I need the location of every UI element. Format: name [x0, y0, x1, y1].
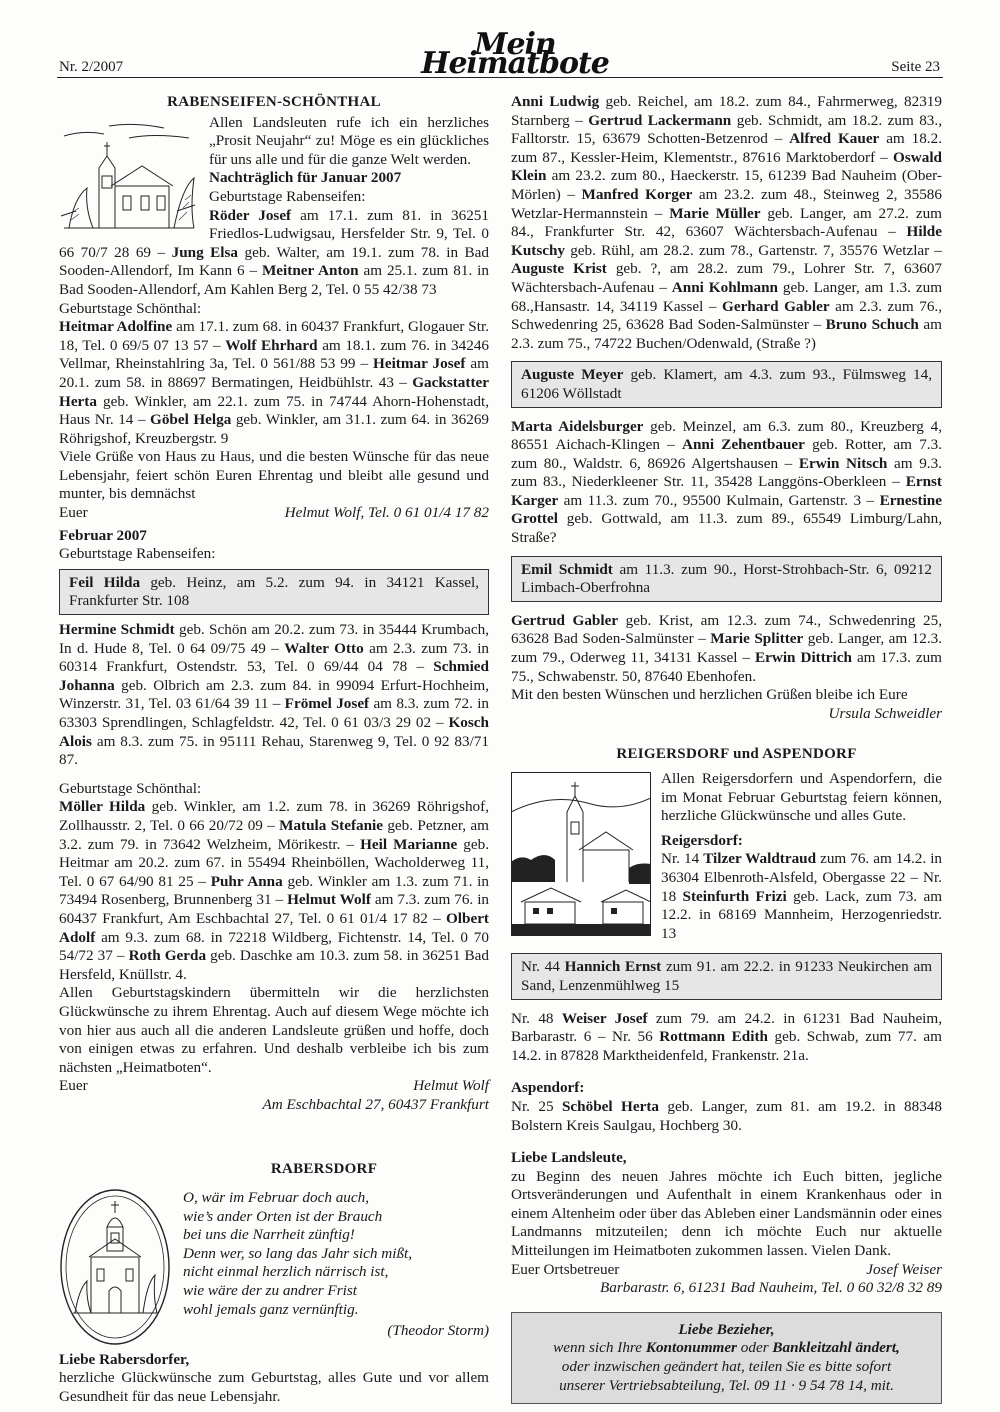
rabersdorf-greeting-heading: Liebe Rabersdorfer, — [59, 1350, 190, 1368]
notice-text-bold: Bankleitzahl ändert, — [772, 1339, 900, 1357]
birthday-name: Matula Stefanie — [279, 816, 383, 834]
birthday-name: Anni Zehentbauer — [682, 436, 805, 454]
birthday-name: Alfred Kauer — [789, 130, 880, 148]
rabenseifen-intro-block — [59, 114, 489, 523]
notice-heading: Liebe Bezieher, — [678, 1320, 775, 1338]
birthday-details: geb. Heinz, am 5.2. zum 94. in 34121 Kassel, Frankfurter Str. 108 — [69, 573, 479, 610]
birthday-name: Manfred Korger — [581, 185, 693, 203]
rabenseifen-intro: Allen Landsleuten rufe ich ein herzliches „Prosit Neujahr“ zu! Möge es ein glückliches für uns alle und für die ganze Welt werden. — [209, 113, 489, 168]
signature-name: Helmut Wolf, Tel. 0 61 01/4 17 82 — [284, 504, 489, 522]
signature-salutation: Euer Ortsbetreuer — [511, 1260, 620, 1278]
birthday-details: am 17.1. zum 81. in 36251 Friedlos-Ludwigsau, Hersfelder Str. 9, Tel. 0 66 70/7 28 69 – — [59, 206, 489, 261]
birthday-details: geb. Schön am 20.2. zum 73. in 35444 Krumbach, In d. Hude 8, Tel. 0 64 09/75 49 – — [59, 621, 489, 657]
signature-name: Ursula Schweidler — [828, 704, 942, 722]
poem-author: (Theodor Storm) — [387, 1322, 489, 1340]
birthday-details: zum 76. am 14.2. in 36304 Elbenroth-Alsfeld, Obergasse 22 – Nr. 18 — [661, 850, 943, 905]
poem-line: wohl jemals ganz vernünftig. — [183, 1300, 359, 1318]
birthday-name: Möller Hilda — [59, 798, 146, 816]
closing-wishes: Mit den besten Wünschen und herzlichen Grüßen bleibe ich Eure — [511, 686, 908, 704]
birthday-list-part1 — [511, 93, 942, 353]
notice-text: wenn sich Ihre — [553, 1339, 646, 1357]
birthday-details: am 2.3. zum 75., 74722 Buchen/Odenwald, (Straße ?) — [511, 316, 942, 352]
closing-message: Allen Geburtstagskindern übermitteln wir die herzlichsten Glückwünsche zu ihrem Ehrentag. Auch auf diesem Wege möchte ich von hier aus auch all die anderen Landsleute grüßen und hoffe, doch von einigen etwas zu erfahren. Und deshalb verbleibe ich bis zum nächsten „Heimatboten“. — [59, 984, 489, 1076]
ortsbetreuer-signature — [511, 1261, 942, 1280]
birthday-details: geb. Daschke am 10.3. zum 58. in 36251 Bad Hersfeld, Knüllstr. 4. — [59, 947, 489, 983]
reigersdorf-list-2 — [511, 1010, 942, 1066]
birthday-name: Heitmar Adolfine — [59, 318, 173, 336]
signature-salutation: Euer — [59, 1077, 88, 1095]
birthday-details: geb. Langer, zum 81. am 19.2. in 88348 Bolstern Kreis Saulgau, Hochberg 30. — [511, 1097, 942, 1134]
birthday-name: Frömel Josef — [284, 695, 370, 713]
left-column — [59, 93, 489, 1407]
birthday-details: zum 79. am 24.2. in 61231 Bad Nauheim, Barbarastr. 6 – Nr. 56 — [511, 1009, 943, 1046]
birthday-name: Marie Splitter — [710, 630, 804, 648]
birthday-details: am 23.2. zum 48., Steinweg 2, 35586 Wetzlar-Hermannstein – — [511, 185, 942, 222]
highlight-box-emil-schmidt — [511, 556, 942, 602]
birthday-name: Auguste Meyer — [521, 366, 624, 384]
poem-line: bei uns die Narrheit zünftig! — [183, 1226, 355, 1244]
birthday-details: am 7.3. zum 76. in 60437 Frankfurt, Am Eschbachtal 27, Tel. 0 61 01/4 17 82 – — [59, 891, 490, 927]
birthday-details: geb. Petzner, am 3.2. zum 79. in 73642 Welzheim, Mörikestr. – — [59, 816, 489, 853]
birthday-details: am 8.3. zum 72. in 63303 Sprendlingen, Schlagfeldstr. 42, Tel. 0 61 03/3 29 02 – — [59, 695, 490, 731]
birthday-name: Ernestine Grottel — [511, 491, 942, 528]
liebe-landsleute-text: zu Beginn des neuen Jahres möchte ich Euch bitten, jegliche Ortsveränderungen und Aufenthalt in einem Krankenhaus oder in einem Altenheim oder über das Ableben einer Landsmännin oder eines Landmanns mitzuteilen; denn ich möchte Euch nur aktuelle Mitteilungen im Heimatboten zukommen lassen. Vielen Dank. — [511, 1167, 942, 1260]
birthday-name: Puhr Anna — [210, 872, 283, 890]
birthday-details: geb. Winkler, am 31.1. zum 64. in 36269 Röhrigshof, Kreuzbergstr. 9 — [59, 411, 490, 447]
birthday-name: Olbert Adolf — [59, 909, 489, 946]
masthead-logo: Mein Heimatbote — [421, 27, 609, 81]
house-number: Nr. 48 — [511, 1009, 562, 1027]
birthday-name: Marie Müller — [669, 204, 761, 222]
birthday-name: Röder Josef — [209, 206, 292, 224]
birthday-details: geb. Walter, am 19.1. zum 78. in Bad Sooden-Allendorf, Im Kann 6 – — [59, 243, 489, 280]
birthday-name: Meitner Anton — [261, 262, 359, 280]
birthday-name: Gertrud Lackermann — [588, 111, 732, 129]
birthday-details: geb. Reichel, am 18.2. zum 84., Fahrmerweg, 82319 Starnberg – — [511, 93, 942, 129]
birthday-name: Wolf Ehrhard — [225, 336, 318, 354]
aspendorf-subheading: Aspendorf: — [511, 1079, 585, 1097]
poem-line: Denn wer, so lang das Jahr sich mißt, — [183, 1244, 413, 1262]
birthday-details: am 25.1. zum 81. in Bad Sooden-Allendorf, Am Kahlen Berg 2, Tel. 0 55 42/38 73 — [59, 262, 489, 298]
birthday-details: am 2.3. zum 76., Schwedenring 25, 63628 Bad Soden-Salmünster – — [511, 297, 943, 334]
birthday-details: am 17.1. zum 68. in 60437 Frankfurt, Glogauer Str. 18, Tel. 0 69/5 07 13 57 – — [59, 318, 489, 354]
birthday-name: Gackstatter Herta — [59, 373, 489, 410]
birthday-details: am 11.3. zum 70., 95500 Kulmain, Gartenstr. 3 – — [558, 491, 880, 509]
reigersdorf-intro: Allen Reigersdorfern und Aspendorfern, die im Monat Februar Geburtstag feiern können, herzliche Glückwünsche und alles Gute. — [661, 770, 942, 825]
house-number: Nr. 25 — [511, 1097, 562, 1115]
birthday-details: geb. Langer, am 12.3. zum 79., Oderweg 11, 34131 Kassel – — [511, 630, 943, 667]
poem-line: wie wäre der zu andrer Frist — [183, 1282, 357, 1300]
birthday-details: geb. Meinzel, am 6.3. zum 80., Kreuzberg 4, 86551 Aichach-Klingen – — [511, 417, 943, 454]
birthday-details: geb. Langer, am 27.2. zum 84., Frankfurter Str. 42, 63607 Wächtersbach-Aufenau – — [511, 204, 942, 241]
birthday-details: am 8.3. zum 75. in 95111 Rehau, Starenweg 9, Tel. 0 92 83/71 87. — [59, 732, 489, 769]
signature-name: Josef Weiser — [866, 1260, 942, 1278]
closing-signature — [59, 1077, 489, 1096]
notice-text-bold: Kontonummer — [645, 1339, 737, 1357]
birthday-name: Kosch Alois — [59, 714, 489, 750]
birthday-details: geb. Klamert, am 4.3. zum 93., Fülmsweg 14, 61206 Wöllstadt — [521, 366, 932, 402]
birthday-name: Erwin Nitsch — [798, 454, 888, 472]
birthday-details: am 18.1. zum 76. in 34246 Vellmar, Rheinstahlring 3a, Tel. 0 561/88 53 99 – — [59, 336, 490, 373]
aspendorf-list — [511, 1098, 942, 1135]
birthday-details: geb. Winkler am 1.3. zum 71. in 73494 Rosenberg, Brunnenberg 31 – — [59, 872, 489, 909]
issue-number: Nr. 2/2007 — [59, 59, 124, 75]
february-schoenthal-list — [59, 798, 489, 984]
village-church-illustration — [59, 116, 199, 234]
house-number: Nr. 44 — [521, 958, 565, 976]
section-title-reigersdorf: REIGERSDORF und ASPENDORF — [616, 746, 857, 763]
poem-line: wie’s ander Orten ist der Brauch — [183, 1207, 383, 1225]
birthday-name: Marta Aidelsburger — [511, 417, 644, 435]
january-rabenseifen-subheading: Geburtstage Rabenseifen: — [209, 187, 366, 205]
reigersdorf-block — [511, 770, 942, 943]
january-schoenthal-subheading: Geburtstage Schönthal: — [59, 299, 202, 317]
house-number: Nr. 14 — [661, 850, 704, 868]
birthday-name: Hilde Kutschy — [511, 223, 942, 259]
liebe-landsleute-heading: Liebe Landsleute, — [511, 1149, 627, 1167]
notice-text: oder — [736, 1339, 773, 1357]
birthday-details: geb. Heitmar am 20.2. zum 67. in 55494 Rheinböllen, Wacholderweg 11, Tel. 0 67 64/90 81 25 – — [59, 835, 489, 890]
birthday-name: Tilzer Waldtraud — [703, 850, 817, 868]
birthday-name: Ernst Karger — [511, 473, 942, 509]
birthday-details: am 17.3. zum 75., Schwabenstr. 50, 87640 Ebenhofen. — [511, 649, 942, 685]
birthday-name: Anni Ludwig — [511, 93, 600, 110]
birthday-name: Steinfurth Frizi — [682, 887, 787, 905]
birthday-details: geb. Rotter, am 7.3. zum 80., Waldstr. 6, 86926 Algertshausen – — [511, 436, 942, 472]
birthday-name: Rottmann Edith — [659, 1028, 768, 1046]
chapel-illustration — [59, 1187, 171, 1347]
notice-line — [518, 1339, 935, 1358]
birthday-name: Heil Marianne — [360, 835, 458, 853]
birthday-details: am 11.3. zum 90., Horst-Strohbach-Str. 6, 09212 Limbach-Oberfrohna — [521, 560, 933, 597]
birthday-name: Göbel Helga — [150, 411, 232, 429]
birthday-details: zum 91. am 22.2. in 91233 Neukirchen am Sand, Lenzenmühlweg 15 — [521, 958, 933, 994]
birthday-details: geb. Lack, zum 73. am 12.2. in 68169 Mannheim, Herzogenriedstr. 13 — [661, 887, 943, 942]
january-schoenthal-list — [59, 318, 489, 448]
reigersdorf-church-illustration — [511, 772, 651, 936]
signature-salutation: Euer — [59, 504, 88, 522]
birthday-name: Oswald Klein — [511, 148, 942, 185]
rabersdorf-block — [59, 1185, 489, 1407]
highlight-box-auguste-meyer — [511, 361, 942, 407]
birthday-details: am 20.1. zum 58. in 88697 Bermatingen, Heidbühlstr. 43 – — [59, 355, 489, 391]
birthday-name: Walter Otto — [284, 639, 364, 657]
section-title-rabersdorf: RABERSDORF — [270, 1161, 378, 1178]
birthday-name: Schöbel Herta — [561, 1097, 659, 1115]
header-rule — [57, 77, 943, 78]
reigersdorf-subheading: Reigersdorf: — [661, 831, 743, 849]
birthday-name: Feil Hilda — [69, 573, 141, 591]
february-rabenseifen-subheading: Geburtstage Rabenseifen: — [59, 545, 216, 563]
birthday-details: geb. ?, am 28.2. zum 79., Lohrer Str. 7, 63607 Wächtersbach-Aufenau – — [511, 260, 943, 296]
page-header — [0, 0, 1000, 80]
birthday-list-part3 — [511, 612, 942, 686]
february-schoenthal-subheading: Geburtstage Schönthal: — [59, 779, 202, 797]
january-heading: Nachträglich für Januar 2007 — [209, 169, 402, 187]
rabersdorf-greeting-text: herzliche Glückwünsche zum Geburtstag, alles Gute und vor allem Gesundheit für das neue Lebensjahr. — [59, 1369, 489, 1405]
birthday-name: Emil Schmidt — [521, 560, 613, 578]
birthday-details: geb. Gottwald, am 11.3. zum 89., 65549 Limburg/Lahn, Straße? — [511, 510, 942, 547]
page-number: Seite 23 — [891, 59, 940, 75]
poem-line: nicht einmal herzlich närrisch ist, — [183, 1263, 389, 1281]
birthday-details: geb. Winkler, am 1.2. zum 78. in 36269 Röhrigshof, Zollhausstr. 2, Tel. 0 66 20/72 09 – — [59, 798, 489, 834]
birthday-details: geb. Rühl, am 28.2. zum 78., Gartenstr. 7, 35576 Wetzlar – — [565, 241, 942, 259]
birthday-name: Anni Kohlmann — [671, 278, 779, 296]
birthday-details: geb. Schwab, zum 77. am 14.2. in 87828 Marktheidenfeld, Frankenstr. 21a. — [511, 1028, 942, 1064]
birthday-details: geb. Olbrich am 2.3. zum 84. in 99094 Erfurt-Hochheim, Winzerstr. 31, Tel. 03 61/64 39 11 – — [59, 676, 489, 713]
birthday-details: geb. Winkler, am 22.1. zum 75. in 74744 Ahorn-Hohenstadt, Haus Nr. 14 – — [59, 392, 489, 429]
signature-address: Am Eschbachtal 27, 60437 Frankfurt — [262, 1095, 489, 1113]
signature-address: Barbarastr. 6, 61231 Bad Nauheim, Tel. 0 60 32/8 32 89 — [599, 1279, 942, 1297]
birthday-name: Gertrud Gabler — [511, 611, 619, 629]
january-wishes: Viele Grüße von Haus zu Haus, und die besten Wünsche für das neue Lebensjahr, feiert schön Euren Ehrentag und bleibt alle gesund und munter, bis demnächst — [59, 448, 489, 503]
birthday-name: Schmied Johanna — [59, 658, 489, 694]
subscriber-notice — [511, 1312, 942, 1404]
birthday-name: Jung Elsa — [171, 243, 239, 261]
birthday-name: Roth Gerda — [128, 947, 207, 965]
notice-line: unserer Vertriebsabteilung, Tel. 09 11 · 9 54 78 14, mit. — [559, 1376, 894, 1394]
poem-line: O, wär im Februar doch auch, — [183, 1189, 370, 1207]
notice-line: oder inzwischen geändert hat, teilen Sie es bitte sofort — [561, 1358, 892, 1376]
birthday-name: Erwin Dittrich — [755, 649, 852, 667]
birthday-details: geb. Krist, am 12.3. zum 74., Schwedenring 25, 63628 Bad Soden-Salmünster – — [511, 611, 943, 648]
birthday-details: geb. Schmidt, am 18.2. zum 83., Falltorstr. 15, 63679 Schotten-Betzenrod – — [511, 111, 942, 148]
highlight-box-hannich-ernst — [511, 953, 942, 999]
birthday-details: am 9.3. zum 83., Niederkleener Str. 11, 35428 Langgöns-Oberkleen – — [511, 454, 942, 491]
february-heading: Februar 2007 — [59, 526, 147, 544]
january-signature — [59, 504, 489, 523]
birthday-details: am 9.3. zum 68. in 72218 Wildberg, Fichtenstr. 14, Tel. 0 70 54/72 37 – — [59, 928, 489, 965]
birthday-name: Bruno Schuch — [825, 316, 919, 334]
birthday-details: am 2.3. zum 73. in 60314 Frankfurt, Ostendstr. 53, Tel. 0 69/44 04 78 – — [59, 639, 490, 676]
birthday-name: Weiser Josef — [561, 1009, 648, 1027]
birthday-name: Hermine Schmidt — [59, 621, 175, 639]
birthday-details: am 18.2. zum 87., Kessler-Heim, Klementstr., 87616 Marktoberdorf – — [511, 130, 942, 166]
birthday-name: Helmut Wolf — [287, 891, 371, 909]
birthday-name: Heitmar Josef — [373, 355, 466, 373]
signature-name: Helmut Wolf — [413, 1077, 489, 1095]
right-column — [511, 93, 942, 1404]
birthday-name: Gerhard Gabler — [722, 297, 830, 315]
birthday-name: Auguste Krist — [511, 260, 607, 278]
birthday-list-part2 — [511, 418, 942, 548]
highlight-box-feil-hilda — [59, 569, 489, 615]
birthday-details: am 23.2. zum 80., Haeckerstr. 15, 61239 Bad Nauheim (Ober-Mörlen) – — [511, 167, 942, 203]
birthday-name: Hannich Ernst — [564, 958, 662, 976]
february-rabenseifen-list — [59, 621, 489, 770]
birthday-details: geb. Langer, am 1.3. zum 68.,Hansastr. 14, 34119 Kassel – — [511, 278, 943, 315]
section-title-rabenseifen: RABENSEIFEN-SCHÖNTHAL — [167, 94, 381, 110]
